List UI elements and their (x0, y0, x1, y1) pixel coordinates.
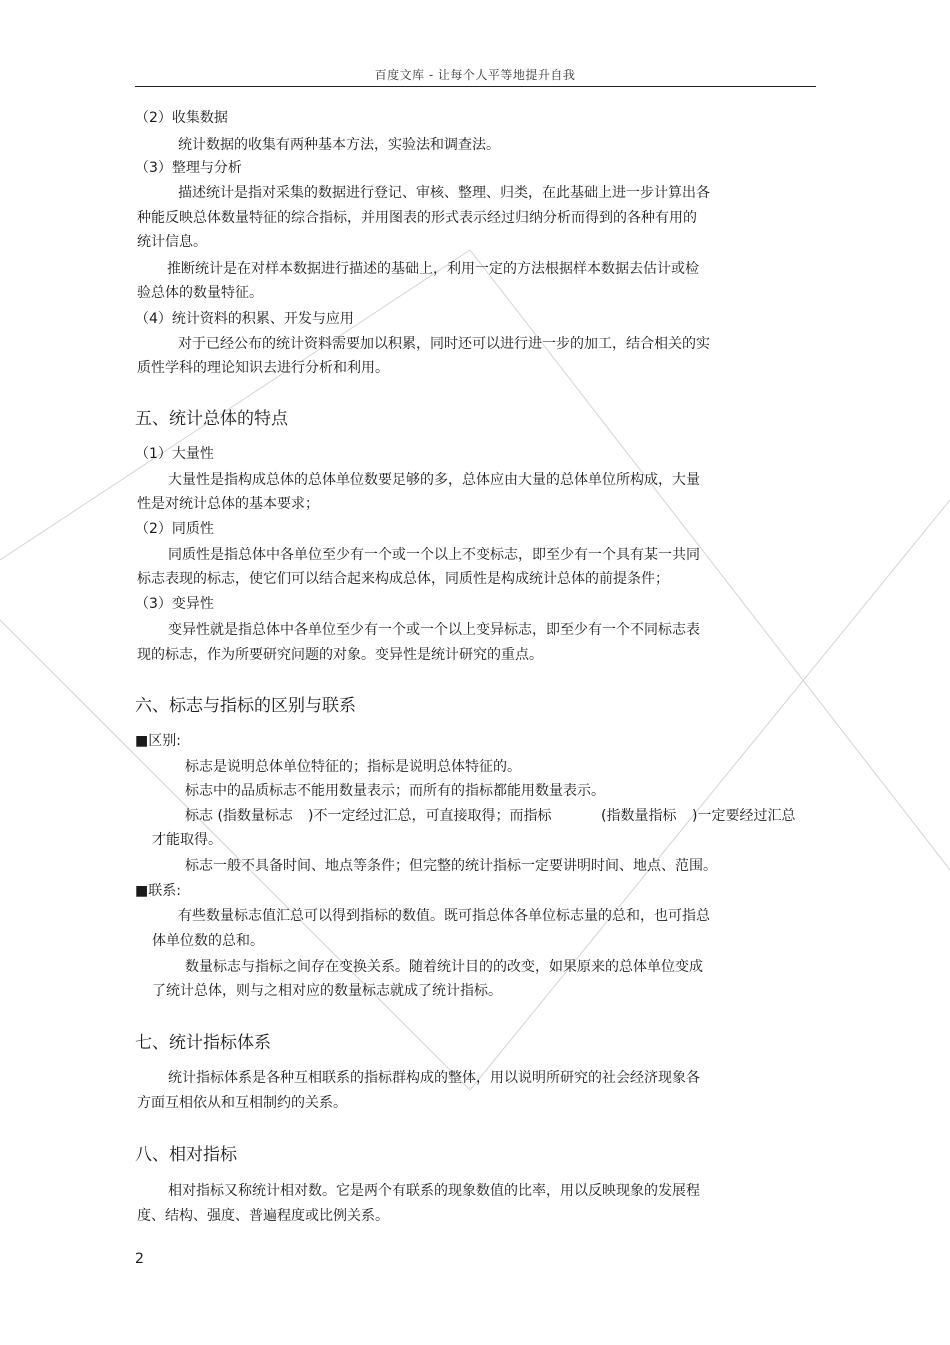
section-heading-5: 五、统计总体的特点 (135, 409, 288, 429)
difference-point-2: 标志中的品质标志不能用数量表示；而所有的指标都能用数量表示。 (185, 783, 605, 799)
paragraph-mass-line1: 大量性是指构成总体的总体单位数要足够的多，总体应由大量的总体单位所构成，大量 (168, 472, 700, 488)
item-homogeneity-title: （2）同质性 (135, 521, 214, 537)
paragraph-variability-line2: 现的标志，作为所要研究问题的对象。变异性是统计研究的重点。 (137, 647, 543, 663)
paragraph-descriptive-line1: 描述统计是指对采集的数据进行登记、审核、整理、归类，在此基础上进一步计算出各 (178, 185, 710, 201)
paragraph-variability-line1: 变异性就是指总体中各单位至少有一个或一个以上变异标志，即至少有一个不同标志表 (168, 622, 700, 638)
difference-point-3-part2: )不一定经过汇总，可直接取得；而指标 (308, 808, 552, 824)
page-header: 百度文库 - 让每个人平等地提升自我 (374, 68, 576, 82)
difference-point-3-line2: 才能取得。 (152, 832, 222, 848)
item-mass-title: （1）大量性 (135, 446, 214, 462)
difference-point-4: 标志一般不具备时间、地点等条件；但完整的统计指标一定要讲明时间、地点、范围。 (185, 858, 717, 874)
section-heading-8: 八、相对指标 (135, 1145, 237, 1165)
difference-point-3-part1: 标志 (指数量标志 (185, 808, 293, 824)
paragraph-inferential-line1: 推断统计是在对样本数据进行描述的基础上，利用一定的方法根据样本数据去估计或检 (167, 261, 699, 277)
label-connection: ■联系: (135, 883, 181, 899)
difference-point-1: 标志是说明总体单位特征的；指标是说明总体特征的。 (185, 759, 521, 775)
paragraph-inferential-line2: 验总体的数量特征。 (137, 285, 263, 301)
item-accumulation-title: （4）统计资料的积累、开发与应用 (135, 311, 354, 327)
header-divider (135, 86, 816, 87)
paragraph-accumulation-line1: 对于已经公布的统计资料需要加以积累，同时还可以进行进一步的加工，结合相关的实 (178, 336, 710, 352)
connection-point-1-line1: 有些数量标志值汇总可以得到指标的数值。既可指总体各单位标志量的总和，也可指总 (178, 908, 710, 924)
difference-point-3-part4: )一定要经过汇总 (692, 808, 796, 824)
paragraph-homogeneity-line2: 标志表现的标志，使它们可以结合起来构成总体，同质性是构成统计总体的前提条件； (137, 571, 669, 587)
paragraph-relative-indicator-line2: 度、结构、强度、普遍程度或比例关系。 (137, 1208, 389, 1224)
item-collect-data-title: （2）收集数据 (135, 110, 228, 126)
connection-point-2-line1: 数量标志与指标之间存在变换关系。随着统计目的的改变，如果原来的总体单位变成 (185, 959, 703, 975)
paragraph-indicator-system-line1: 统计指标体系是各种互相联系的指标群构成的整体，用以说明所研究的社会经济现象各 (168, 1070, 700, 1086)
paragraph-accumulation-line2: 质性学科的理论知识去进行分析和利用。 (137, 360, 389, 376)
label-difference: ■区别: (135, 733, 181, 749)
section-heading-7: 七、统计指标体系 (135, 1033, 271, 1053)
connection-point-1-line2: 体单位数的总和。 (152, 933, 264, 949)
connection-point-2-line2: 了统计总体，则与之相对应的数量标志就成了统计指标。 (152, 983, 502, 999)
page-number: 2 (135, 1251, 144, 1267)
paragraph-descriptive-line3: 统计信息。 (137, 234, 207, 250)
paragraph-indicator-system-line2: 方面互相依从和互相制约的关系。 (137, 1095, 347, 1111)
paragraph-mass-line2: 性是对统计总体的基本要求； (137, 496, 319, 512)
item-variability-title: （3）变异性 (135, 596, 214, 612)
paragraph-descriptive-line2: 种能反映总体数量特征的综合指标，并用图表的形式表示经过归纳分析而得到的各种有用的 (137, 210, 697, 226)
paragraph-collect-data: 统计数据的收集有两种基本方法，实验法和调查法。 (178, 137, 500, 153)
paragraph-homogeneity-line1: 同质性是指总体中各单位至少有一个或一个以上不变标志，即至少有一个具有某一共同 (168, 547, 700, 563)
difference-point-3-part3: (指数量指标 (601, 808, 677, 824)
paragraph-relative-indicator-line1: 相对指标又称统计相对数。它是两个有联系的现象数值的比率，用以反映现象的发展程 (168, 1183, 700, 1199)
item-organize-analyze-title: （3）整理与分析 (135, 160, 242, 176)
section-heading-6: 六、标志与指标的区别与联系 (135, 696, 356, 716)
